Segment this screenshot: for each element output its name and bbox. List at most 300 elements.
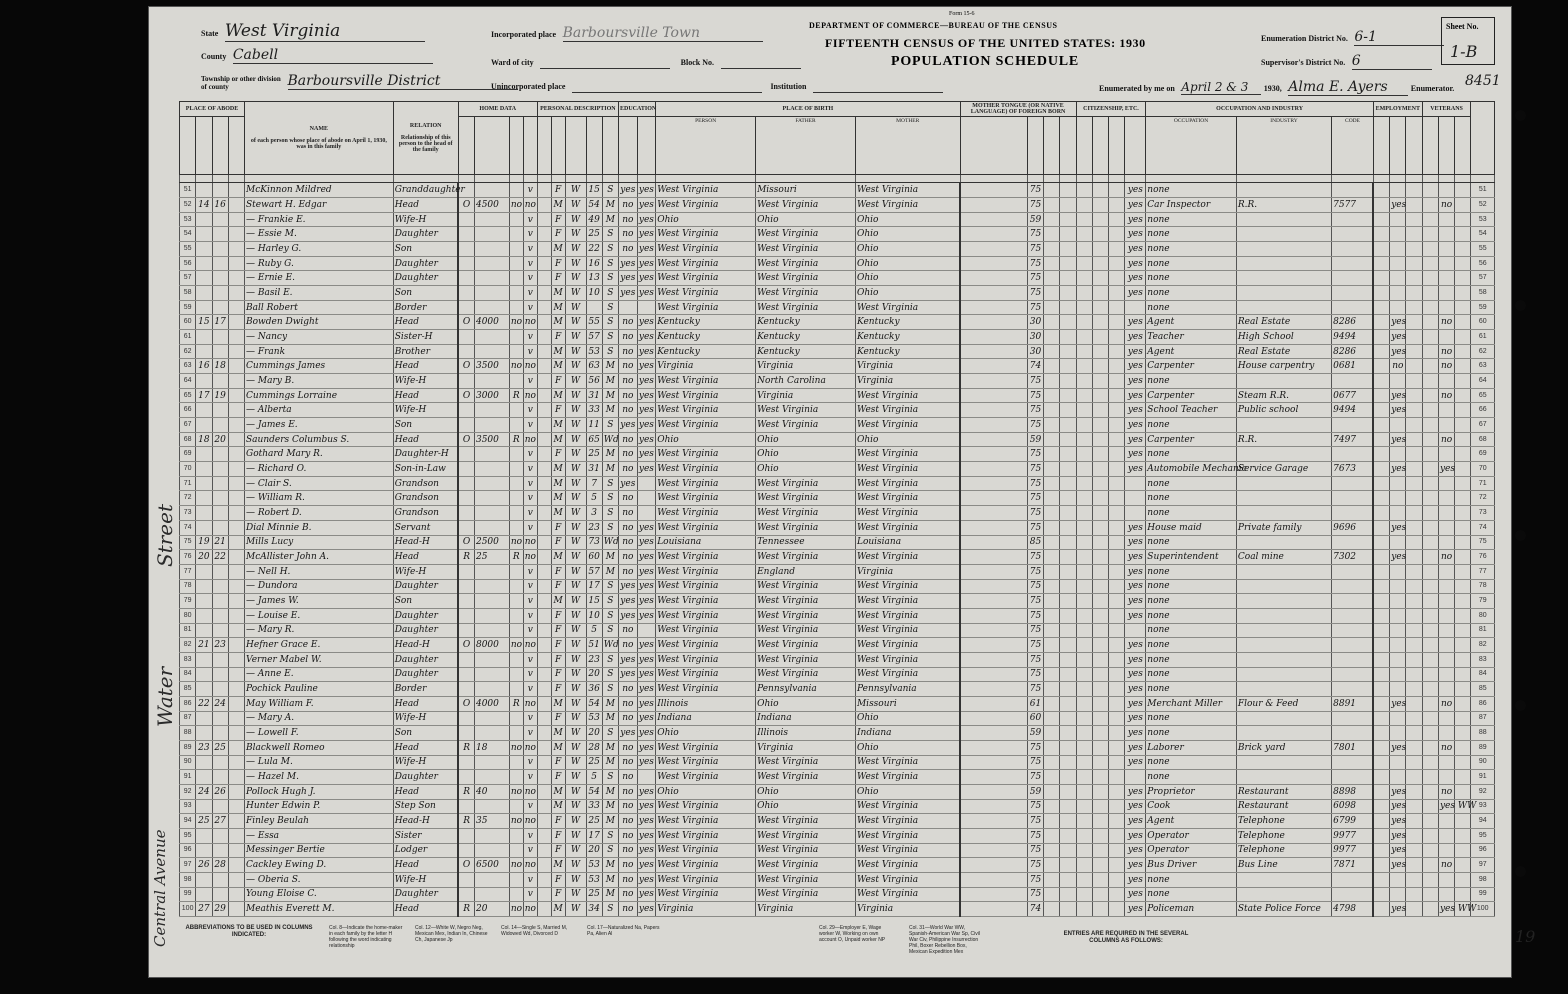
blank <box>1455 183 1471 198</box>
read-write: yes <box>637 535 656 550</box>
english: yes <box>1125 374 1146 389</box>
blank <box>1373 755 1389 770</box>
marital: M <box>602 696 618 711</box>
age: 53 <box>586 858 602 873</box>
radio <box>509 726 523 741</box>
stamp-number: 8451 <box>1465 73 1501 89</box>
dwelling-number <box>196 418 212 433</box>
birthplace-father: England <box>756 564 856 579</box>
birthplace-mother: West Virginia <box>855 887 960 902</box>
birthplace-person: West Virginia <box>656 843 756 858</box>
blank <box>960 227 1027 242</box>
veteran <box>1438 506 1454 521</box>
occupation-code: 9977 <box>1332 828 1374 843</box>
blank <box>1076 652 1092 667</box>
at-work: yes <box>1390 344 1406 359</box>
home-tenure <box>458 520 474 535</box>
person-name: — Nancy <box>245 330 394 345</box>
veteran: no <box>1438 198 1454 213</box>
home-value <box>474 374 509 389</box>
blank <box>1092 183 1108 198</box>
blank <box>1422 667 1438 682</box>
dwelling-number <box>196 271 212 286</box>
birthplace-mother: West Virginia <box>855 814 960 829</box>
blank <box>1044 462 1060 477</box>
home-value <box>474 579 509 594</box>
blank <box>537 520 551 535</box>
birth-code: 75 <box>1027 638 1043 653</box>
dwelling-number <box>196 520 212 535</box>
person-name: — Robert D. <box>245 506 394 521</box>
industry: Telephone <box>1236 828 1331 843</box>
blank <box>1109 242 1125 257</box>
birthplace-mother: West Virginia <box>855 872 960 887</box>
table-row <box>180 344 1495 359</box>
blank <box>1092 271 1108 286</box>
line-number-right: 58 <box>1471 286 1495 301</box>
relation: Head <box>393 784 458 799</box>
birthplace-father: West Virginia <box>756 476 856 491</box>
birthplace-person: West Virginia <box>656 887 756 902</box>
relation: Head <box>393 696 458 711</box>
blank <box>1455 198 1471 213</box>
home-tenure: O <box>458 198 474 213</box>
family-number: 23 <box>212 638 228 653</box>
state-value: West Virginia <box>225 21 425 42</box>
veteran <box>1438 814 1454 829</box>
farm: v <box>523 462 537 477</box>
school: no <box>619 432 638 447</box>
home-tenure <box>458 564 474 579</box>
farm: v <box>523 872 537 887</box>
blank <box>1422 858 1438 873</box>
blank <box>1455 418 1471 433</box>
marital: S <box>602 183 618 198</box>
read-write: yes <box>637 418 656 433</box>
blank <box>960 667 1027 682</box>
age: 57 <box>586 564 602 579</box>
table-row <box>180 726 1495 741</box>
marital: S <box>602 286 618 301</box>
blank <box>1044 520 1060 535</box>
abbreviations-title: ABBREVIATIONS TO BE USED IN COLUMNS INDICATED: <box>185 925 313 938</box>
blank <box>1373 432 1389 447</box>
blank <box>228 388 244 403</box>
table-row <box>180 843 1495 858</box>
col-occupation: OCCUPATION <box>1146 117 1237 175</box>
blank <box>1455 315 1471 330</box>
dwelling-number <box>196 564 212 579</box>
read-write: yes <box>637 462 656 477</box>
birthplace-person: West Virginia <box>656 198 756 213</box>
at-work: yes <box>1390 814 1406 829</box>
blank <box>1076 286 1092 301</box>
birth-code: 75 <box>1027 388 1043 403</box>
relation: Border <box>393 682 458 697</box>
marital: S <box>602 667 618 682</box>
dwelling-number: 25 <box>196 814 212 829</box>
occupation: Superintendent <box>1146 550 1237 565</box>
veteran <box>1438 300 1454 315</box>
birthplace-mother: Ohio <box>855 784 960 799</box>
family-number <box>212 579 228 594</box>
person-name: — James W. <box>245 594 394 609</box>
family-number <box>212 623 228 638</box>
school: no <box>619 447 638 462</box>
home-tenure <box>458 579 474 594</box>
table-row <box>180 638 1495 653</box>
table-row <box>180 374 1495 389</box>
table-row <box>180 476 1495 491</box>
read-write <box>637 300 656 315</box>
at-work <box>1390 623 1406 638</box>
line-number-right: 66 <box>1471 403 1495 418</box>
blank <box>1092 432 1108 447</box>
veteran <box>1438 711 1454 726</box>
blank <box>1422 872 1438 887</box>
blank <box>1076 711 1092 726</box>
farm: v <box>523 476 537 491</box>
birthplace-person: West Virginia <box>656 388 756 403</box>
at-work <box>1390 667 1406 682</box>
blank <box>1076 564 1092 579</box>
relation: Daughter <box>393 887 458 902</box>
sex: F <box>551 374 565 389</box>
line-number: 90 <box>180 755 196 770</box>
at-work: yes <box>1390 330 1406 345</box>
race: W <box>565 784 586 799</box>
blank <box>960 330 1027 345</box>
occupation-code <box>1332 535 1374 550</box>
blank <box>1044 183 1060 198</box>
birth-code: 75 <box>1027 462 1043 477</box>
school: no <box>619 858 638 873</box>
blank <box>1076 887 1092 902</box>
family-number <box>212 594 228 609</box>
radio <box>509 887 523 902</box>
industry: R.R. <box>1236 432 1331 447</box>
race: W <box>565 315 586 330</box>
relation: Granddaughter <box>393 183 458 198</box>
marital: M <box>602 784 618 799</box>
school: no <box>619 198 638 213</box>
blank <box>1455 506 1471 521</box>
home-value: 20 <box>474 902 509 917</box>
farm: v <box>523 227 537 242</box>
blank <box>1373 418 1389 433</box>
relation: Daughter <box>393 623 458 638</box>
blank <box>1373 608 1389 623</box>
blank <box>960 183 1027 198</box>
at-work: yes <box>1390 550 1406 565</box>
home-value: 4000 <box>474 696 509 711</box>
read-write: yes <box>637 344 656 359</box>
occupation-code: 7673 <box>1332 462 1374 477</box>
blank <box>1109 462 1125 477</box>
blank <box>537 198 551 213</box>
veteran <box>1438 887 1454 902</box>
line-number-right: 67 <box>1471 418 1495 433</box>
marital: M <box>602 462 618 477</box>
occupation: Merchant Miller <box>1146 696 1237 711</box>
read-write: yes <box>637 242 656 257</box>
line-number: 60 <box>180 315 196 330</box>
read-write: yes <box>637 887 656 902</box>
blank <box>1373 403 1389 418</box>
english: yes <box>1125 271 1146 286</box>
table-row <box>180 579 1495 594</box>
age: 16 <box>586 256 602 271</box>
blank <box>1060 652 1076 667</box>
english: yes <box>1125 242 1146 257</box>
age: 65 <box>586 432 602 447</box>
at-work: yes <box>1390 696 1406 711</box>
blank <box>1092 535 1108 550</box>
blank <box>537 183 551 198</box>
at-work <box>1390 535 1406 550</box>
english: yes <box>1125 755 1146 770</box>
blank <box>1455 843 1471 858</box>
birthplace-mother: West Virginia <box>855 667 960 682</box>
blank <box>1455 550 1471 565</box>
blank <box>1406 623 1422 638</box>
blank <box>1044 300 1060 315</box>
at-work <box>1390 755 1406 770</box>
blank <box>1455 814 1471 829</box>
supervisor-label: Supervisor's District No. <box>1261 58 1346 67</box>
marital: S <box>602 315 618 330</box>
birthplace-mother: West Virginia <box>855 550 960 565</box>
occupation-code <box>1332 286 1374 301</box>
line-number-right: 97 <box>1471 858 1495 873</box>
farm: no <box>523 388 537 403</box>
sex: M <box>551 286 565 301</box>
birthplace-father: West Virginia <box>756 770 856 785</box>
blank <box>537 359 551 374</box>
blank <box>537 594 551 609</box>
line-number-right: 62 <box>1471 344 1495 359</box>
blank <box>1060 520 1076 535</box>
birth-code: 75 <box>1027 740 1043 755</box>
birthplace-person: West Virginia <box>656 814 756 829</box>
blank <box>537 491 551 506</box>
industry <box>1236 638 1331 653</box>
dwelling-number <box>196 242 212 257</box>
blank <box>1076 359 1092 374</box>
blank <box>1373 535 1389 550</box>
birthplace-father: West Virginia <box>756 755 856 770</box>
school: no <box>619 799 638 814</box>
blank <box>1406 388 1422 403</box>
occupation: none <box>1146 667 1237 682</box>
blank <box>228 198 244 213</box>
blank <box>1373 491 1389 506</box>
blank <box>1092 872 1108 887</box>
line-number-right: 53 <box>1471 212 1495 227</box>
line-number-right: 51 <box>1471 183 1495 198</box>
english: yes <box>1125 682 1146 697</box>
home-tenure: O <box>458 858 474 873</box>
race: W <box>565 535 586 550</box>
blank <box>960 814 1027 829</box>
blank <box>1406 183 1422 198</box>
english: yes <box>1125 652 1146 667</box>
blank <box>1044 227 1060 242</box>
at-work <box>1390 271 1406 286</box>
blank <box>1092 198 1108 213</box>
race: W <box>565 652 586 667</box>
english: yes <box>1125 902 1146 917</box>
birth-code: 75 <box>1027 652 1043 667</box>
sheet-label: Sheet No. <box>1446 22 1479 31</box>
occupation-code: 9977 <box>1332 843 1374 858</box>
marital: S <box>602 623 618 638</box>
relation-heading: RELATION <box>409 123 442 129</box>
blank <box>1044 682 1060 697</box>
age: 23 <box>586 520 602 535</box>
blank <box>1109 594 1125 609</box>
marital: S <box>602 843 618 858</box>
blank <box>1406 506 1422 521</box>
home-tenure: O <box>458 315 474 330</box>
blank <box>1406 432 1422 447</box>
blank <box>1455 388 1471 403</box>
ward-field <box>491 57 801 69</box>
english: yes <box>1125 344 1146 359</box>
birthplace-mother: West Virginia <box>855 843 960 858</box>
school: no <box>619 344 638 359</box>
birthplace-father: West Virginia <box>756 550 856 565</box>
person-name: Mills Lucy <box>245 535 394 550</box>
blank <box>1060 550 1076 565</box>
blank <box>1060 183 1076 198</box>
blank <box>1076 183 1092 198</box>
blank <box>1092 858 1108 873</box>
school: yes <box>619 726 638 741</box>
home-value <box>474 828 509 843</box>
table-row <box>180 359 1495 374</box>
english: yes <box>1125 418 1146 433</box>
farm: no <box>523 740 537 755</box>
home-value <box>474 682 509 697</box>
blank <box>1092 418 1108 433</box>
sex: M <box>551 902 565 917</box>
family-number <box>212 799 228 814</box>
person-name: — Ruby G. <box>245 256 394 271</box>
blank <box>537 726 551 741</box>
blank <box>1044 594 1060 609</box>
person-name: Blackwell Romeo <box>245 740 394 755</box>
blank <box>537 506 551 521</box>
birthplace-mother: West Virginia <box>855 608 960 623</box>
veteran <box>1438 374 1454 389</box>
home-tenure <box>458 242 474 257</box>
veteran <box>1438 403 1454 418</box>
radio <box>509 212 523 227</box>
blank <box>537 418 551 433</box>
age: 33 <box>586 403 602 418</box>
relation: Sister-H <box>393 330 458 345</box>
dwelling-number: 22 <box>196 696 212 711</box>
birthplace-father: West Virginia <box>756 887 856 902</box>
blank <box>1422 535 1438 550</box>
blank <box>537 623 551 638</box>
line-number: 91 <box>180 770 196 785</box>
blank <box>1109 579 1125 594</box>
person-name: — Mary B. <box>245 374 394 389</box>
radio <box>509 330 523 345</box>
birthplace-father: West Virginia <box>756 638 856 653</box>
blank <box>1373 315 1389 330</box>
occupation-code <box>1332 872 1374 887</box>
blank <box>1092 696 1108 711</box>
sex: F <box>551 579 565 594</box>
person-name: — Essa <box>245 828 394 843</box>
occupation-code <box>1332 271 1374 286</box>
relation: Son <box>393 418 458 433</box>
marital: S <box>602 652 618 667</box>
blank <box>1422 564 1438 579</box>
relation: Head <box>393 388 458 403</box>
blank <box>1044 432 1060 447</box>
blank <box>1044 447 1060 462</box>
blank <box>537 550 551 565</box>
line-number: 88 <box>180 726 196 741</box>
birthplace-person: West Virginia <box>656 872 756 887</box>
blank <box>1406 212 1422 227</box>
person-name: Cummings Lorraine <box>245 388 394 403</box>
marital: S <box>602 902 618 917</box>
blank <box>1060 608 1076 623</box>
veteran <box>1438 286 1454 301</box>
home-tenure <box>458 770 474 785</box>
dwelling-number <box>196 872 212 887</box>
radio <box>509 183 523 198</box>
birthplace-person: Ohio <box>656 432 756 447</box>
blank <box>1044 198 1060 213</box>
line-number: 75 <box>180 535 196 550</box>
blank <box>1422 755 1438 770</box>
blank <box>1109 432 1125 447</box>
industry <box>1236 682 1331 697</box>
table-row <box>180 799 1495 814</box>
blank <box>1373 770 1389 785</box>
line-number-right: 57 <box>1471 271 1495 286</box>
blank <box>1044 887 1060 902</box>
blank <box>1092 462 1108 477</box>
occupation-code: 8286 <box>1332 315 1374 330</box>
blank <box>1422 638 1438 653</box>
birth-code: 30 <box>1027 330 1043 345</box>
sex: M <box>551 198 565 213</box>
blank <box>1076 696 1092 711</box>
sex: M <box>551 344 565 359</box>
blank <box>228 726 244 741</box>
sex: F <box>551 828 565 843</box>
industry <box>1236 506 1331 521</box>
dwelling-number <box>196 403 212 418</box>
blank <box>228 623 244 638</box>
school: yes <box>619 579 638 594</box>
sex: M <box>551 491 565 506</box>
blank <box>1422 432 1438 447</box>
industry: Service Garage <box>1236 462 1331 477</box>
industry <box>1236 227 1331 242</box>
sex: F <box>551 330 565 345</box>
age: 22 <box>586 242 602 257</box>
blank <box>1422 843 1438 858</box>
industry <box>1236 564 1331 579</box>
